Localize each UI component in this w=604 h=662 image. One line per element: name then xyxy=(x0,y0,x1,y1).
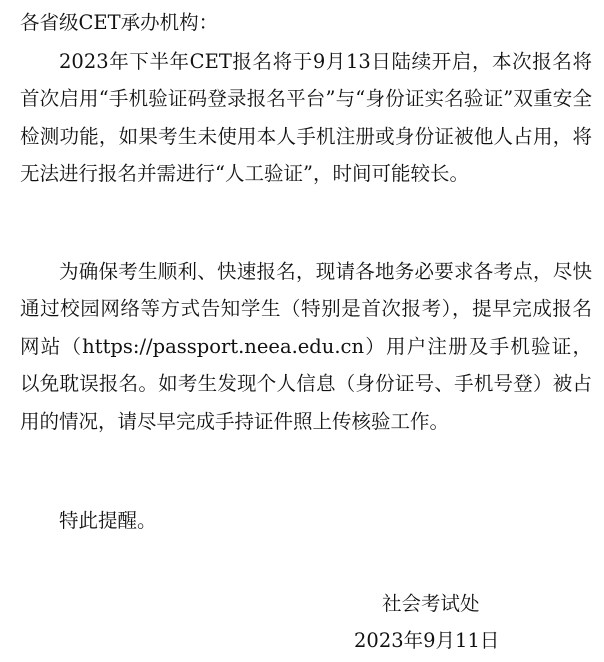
greeting-line: 各省级CET承办机构： xyxy=(20,11,219,34)
paragraph-request-to-inform-students: 为确保考生顺利、快速报名，现请各地务必要求各考点，尽快通过校园网络等方式告知学生（特别是首次报考），提早完成报名网站（https://passport.neea.edu.cn）用户注册及手机验证，以免耽误报名。如考生发现个人信息（身份证号、手机号登）被占用的情况，请尽早完成手持证件照上传核验工作。 xyxy=(20,260,592,433)
paragraph-registration-notice: 2023年下半年CET报名将于9月13日陆续开启，本次报名将首次启用“手机验证码登录报名平台”与“身份证实名验证”双重安全检测功能，如果考生未使用本人手机注册或身份证被他人占用，将无法进行报名并需进行“人工验证”，时间可能较长。 xyxy=(20,50,592,186)
paragraph-closing-reminder: 特此提醒。 xyxy=(59,509,157,532)
signature-date: 2023年9月11日 xyxy=(354,629,500,652)
signature-organization: 社会考试处 xyxy=(382,592,480,615)
